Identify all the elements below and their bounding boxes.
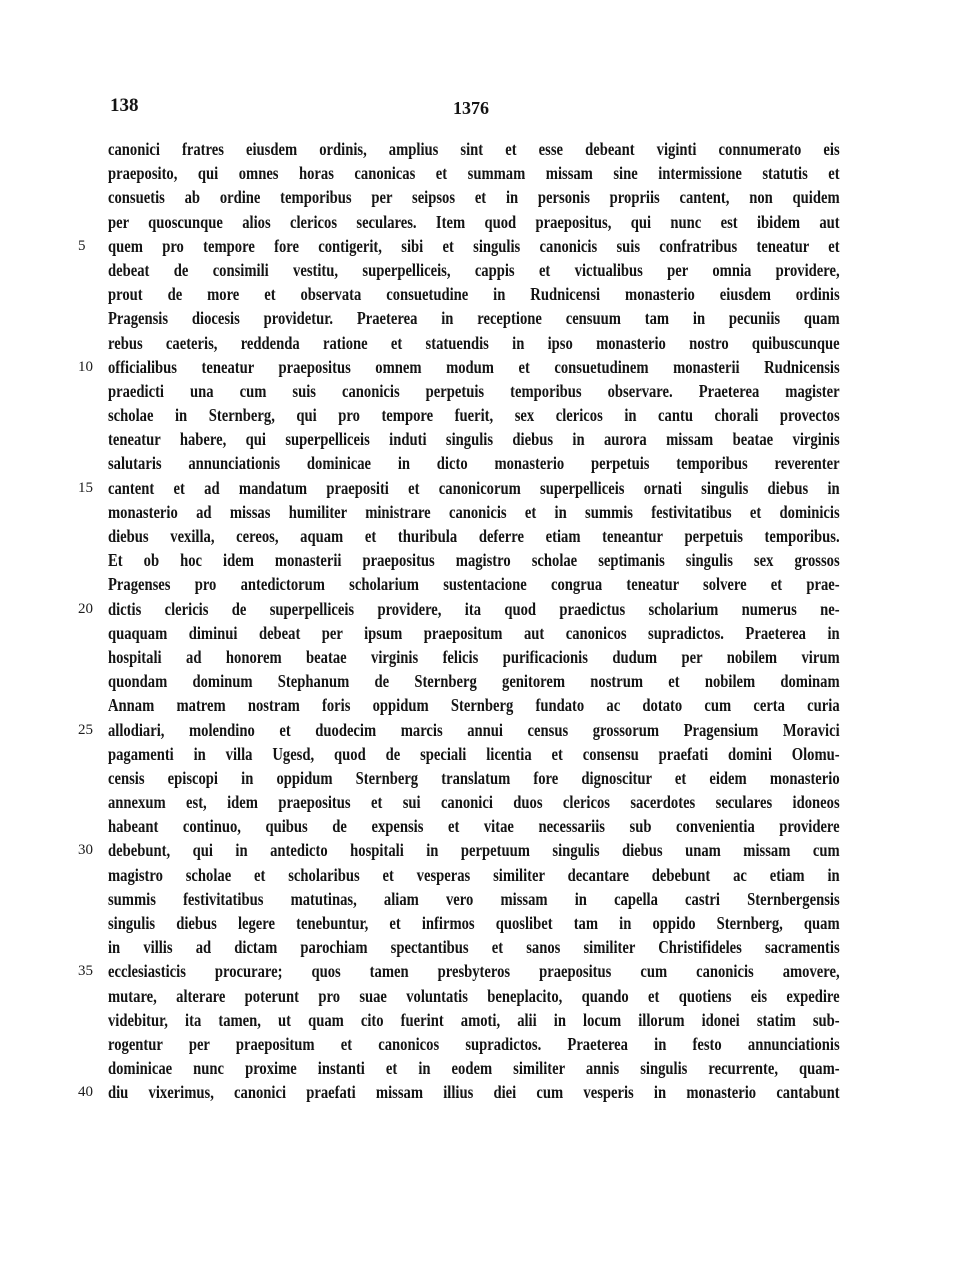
line-number: 30	[78, 842, 93, 859]
line-text: allodiari, molendino et duodecim marcis annui census grossorum Pragensium Moravici	[108, 719, 840, 740]
line-text: annexum est, idem praepositus et sui canonici duos clericos sacerdotes seculares idoneos	[108, 792, 840, 813]
line-text: dominicae nunc proxime instanti et in eodem similiter annis singulis recurrente, quam-	[108, 1058, 840, 1079]
text-line	[108, 790, 840, 814]
line-text: Annam matrem nostram foris oppidum Sternberg fundato ac dotato cum certa curia	[108, 695, 840, 716]
line-number: 35	[78, 963, 93, 980]
text-line	[108, 814, 840, 838]
text-line	[108, 766, 840, 790]
line-text: diu vixerimus, canonici praefati missam illius diei cum vesperis in monasterio cantabunt	[108, 1082, 840, 1103]
line-text: prout de more et observata consuetudine in Rudnicensi monasterio eiusdem ordinis	[108, 284, 840, 305]
line-text: cantent et ad mandatum praepositi et canonicorum superpelliceis ornati singulis diebus in	[108, 477, 840, 498]
line-text: hospitali ad honorem beatae virginis felicis purificacionis dudum per nobilem virum	[108, 646, 840, 667]
line-text: salutaris annunciationis dominicae in dicto monasterio perpetuis temporibus reverenter	[108, 453, 840, 474]
text-body	[78, 137, 840, 1105]
line-text: quondam dominum Stephanum de Sternberg genitorem nostrum et nobilem dominam	[108, 671, 840, 692]
text-line	[108, 935, 840, 959]
line-text: scholae in Sternberg, qui pro tempore fuerit, sex clericos in cantu chorali provectos	[108, 405, 840, 426]
line-number: 10	[78, 358, 93, 375]
line-number: 15	[78, 479, 93, 496]
line-text: per quoscunque alios clericos seculares. Item quod praepositus, qui nunc est ibidem aut	[108, 211, 840, 232]
text-line	[108, 306, 840, 330]
text-line	[108, 258, 840, 282]
line-text: summis festivitatibus matutinas, aliam vero missam in capella castri Sternbergensis	[108, 888, 840, 909]
line-text: debebunt, qui in antedicto hospitali in perpetuum singulis diebus unam missam cum	[108, 840, 840, 861]
line-text: habeant continuo, quibus de expensis et vitae necessariis sub convenientia providere	[108, 816, 840, 837]
text-line	[108, 548, 840, 572]
text-line	[108, 863, 840, 887]
line-text: praeposito, qui omnes horas canonicas et summam missam sine intermissione statutis et	[108, 163, 840, 184]
line-text: censis episcopi in oppidum Sternberg translatum fore dignoscitur et eidem monasterio	[108, 767, 840, 788]
text-line	[78, 476, 840, 500]
line-text: consuetis ab ordine temporibus per seipsos et in personis propriis cantent, non quidem	[108, 187, 840, 208]
line-number: 25	[78, 721, 93, 738]
text-line	[108, 911, 840, 935]
year-heading: 1376	[453, 98, 489, 118]
line-text: dictis clericis de superpelliceis providere, ita quod praedictus scholarium numerus ne-	[108, 598, 840, 619]
text-line	[78, 597, 840, 621]
page-number: 138	[110, 95, 139, 116]
line-text: ecclesiasticis procurare; quos tamen presbyteros praepositus cum canonicis amovere,	[108, 961, 840, 982]
line-text: canonici fratres eiusdem ordinis, amplius sint et esse debeant viginti connumerato eis	[108, 139, 840, 159]
text-line	[108, 984, 840, 1008]
line-text: teneatur habere, qui superpelliceis induti singulis diebus in aurora missam beatae virginis	[108, 429, 840, 450]
text-line	[108, 524, 840, 548]
text-line	[108, 161, 840, 185]
line-number: 5	[78, 237, 86, 254]
line-text: quaquam diminui debeat per ipsum praepositum aut canonicos supradictos. Praeterea in	[108, 622, 840, 643]
text-line	[108, 185, 840, 209]
text-line	[108, 379, 840, 403]
text-line	[108, 1032, 840, 1056]
line-text: in villis ad dictam parochiam spectantibus et sanos similiter Christifideles sacramentis	[108, 937, 840, 958]
line-text: monasterio ad missas humiliter ministrare canonicis et in summis festivitatibus et dominicis	[108, 501, 840, 522]
line-text: debeat de consimili vestitu, superpelliceis, cappis et victualibus per omnia providere,	[108, 259, 840, 280]
line-number: 20	[78, 600, 93, 617]
text-line	[108, 282, 840, 306]
line-text: pagamenti in villa Ugesd, quod de speciali licentia et consensu praefati domini Olomu-	[108, 743, 840, 764]
text-line	[108, 645, 840, 669]
text-line	[108, 887, 840, 911]
line-text: Et ob hoc idem monasterii praepositus magistro scholae septimanis singulis sex grossos	[108, 550, 840, 571]
text-line	[108, 693, 840, 717]
text-line	[108, 1056, 840, 1080]
text-line	[108, 331, 840, 355]
text-line	[108, 500, 840, 524]
text-line	[108, 742, 840, 766]
text-line	[78, 355, 840, 379]
line-text: mutare, alterare poterunt pro suae voluntatis beneplacito, quando et quotiens eis expedire	[108, 985, 840, 1006]
text-line	[108, 403, 840, 427]
text-line	[78, 959, 840, 983]
line-text: Pragenses pro antedictorum scholarium sustentacione congrua teneatur solvere et prae-	[108, 574, 840, 595]
text-line	[78, 838, 840, 862]
line-text: singulis diebus legere tenebuntur, et infirmos quoslibet tam in oppido Sternberg, quam	[108, 913, 840, 933]
line-text: videbitur, ita tamen, ut quam cito fuerint amoti, alii in locum illorum idonei statim sub-	[108, 1009, 840, 1030]
line-text: magistro scholae et scholaribus et vesperas similiter decantare debebunt ac etiam in	[108, 864, 840, 885]
text-line	[78, 718, 840, 742]
line-text: diebus vexilla, cereos, aquam et thuribula deferre etiam teneantur perpetuis temporibus.	[108, 526, 840, 546]
text-line	[108, 669, 840, 693]
line-text: rogentur per praepositum et canonicos supradictos. Praeterea in festo annunciationis	[108, 1033, 840, 1054]
text-line	[108, 137, 840, 161]
text-line	[108, 1008, 840, 1032]
line-text: officialibus teneatur praepositus omnem modum et consuetudinem monasterii Rudnicensis	[108, 356, 840, 377]
line-number: 40	[78, 1084, 93, 1101]
text-line	[78, 234, 840, 258]
line-text: rebus caeteris, reddenda ratione et statuendis in ipso monasterio nostro quibuscunque	[108, 332, 840, 353]
text-line	[108, 621, 840, 645]
text-line	[108, 210, 840, 234]
line-text: quem pro tempore fore contigerit, sibi et singulis canonicis suis confratribus teneatur et	[108, 235, 840, 256]
text-line	[108, 451, 840, 475]
line-text: praedicti una cum suis canonicis perpetuis temporibus observare. Praeterea magister	[108, 380, 840, 401]
line-text: Pragensis diocesis providetur. Praeterea in receptione censuum tam in pecuniis quam	[108, 308, 840, 329]
text-line	[108, 572, 840, 596]
text-line	[78, 1080, 840, 1104]
text-line	[108, 427, 840, 451]
